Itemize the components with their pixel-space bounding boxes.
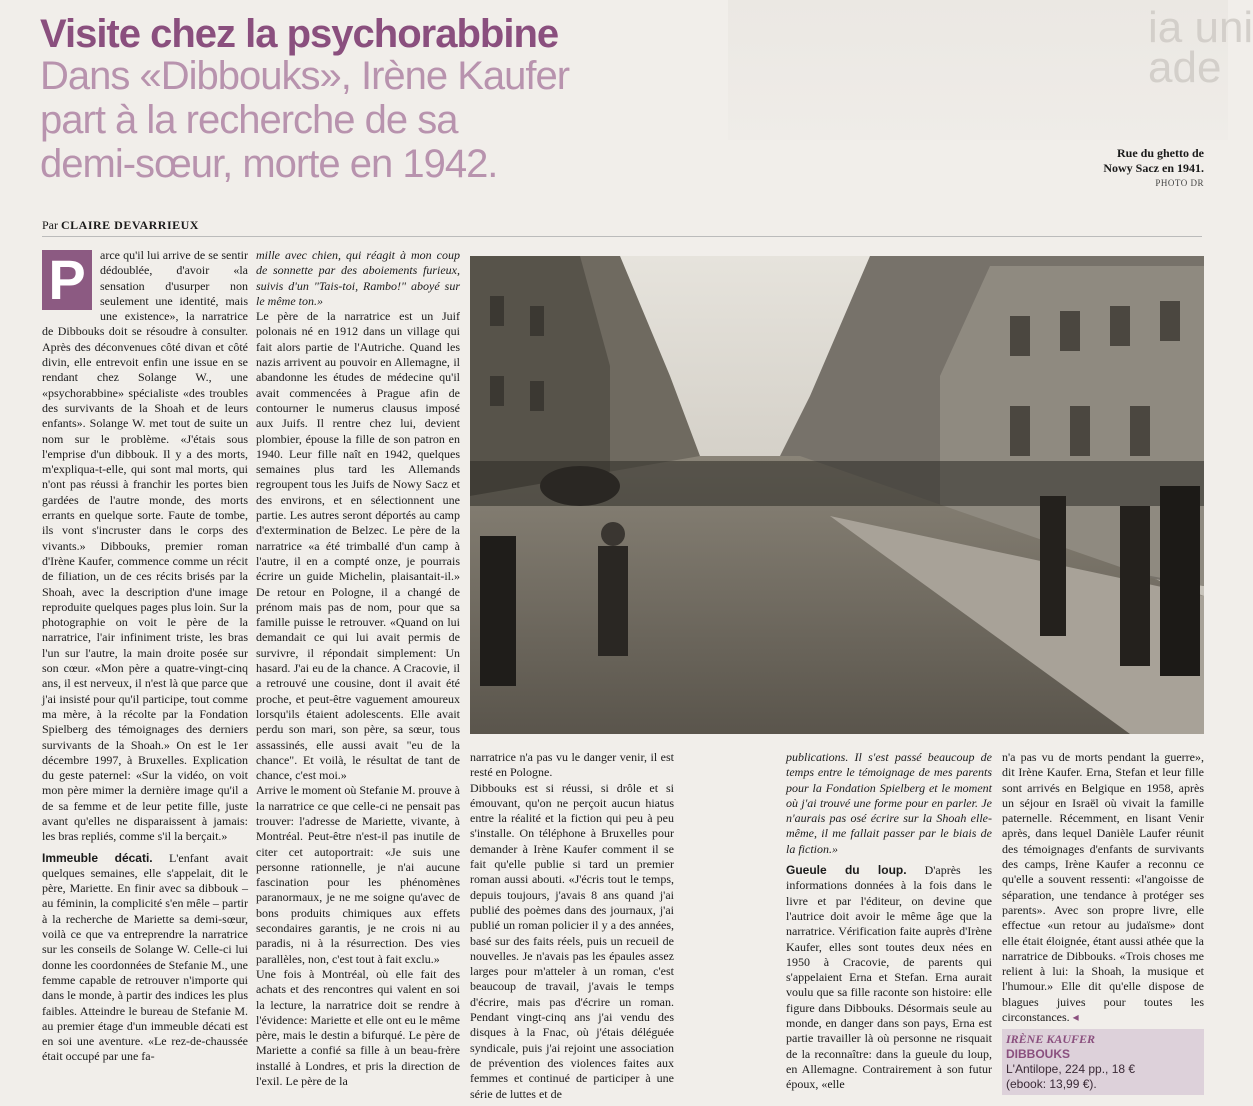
photo-credit: PHOTO DR bbox=[1155, 178, 1204, 188]
book-info-box bbox=[1002, 1029, 1204, 1095]
byline-prefix: Par bbox=[42, 218, 58, 232]
adjacent-page-bleed bbox=[728, 0, 1253, 140]
bleed-text-2: ade bbox=[1148, 43, 1222, 92]
article-title: Visite chez la psychorabbine bbox=[40, 12, 559, 56]
subtitle-line: part à la recherche de sa bbox=[40, 98, 458, 142]
article-column-1 bbox=[42, 248, 248, 1098]
byline-author: CLAIRE DEVARRIEUX bbox=[61, 218, 199, 232]
caption-line: Rue du ghetto de bbox=[1116, 146, 1204, 160]
article-column-3 bbox=[470, 750, 674, 1100]
divider bbox=[42, 236, 1202, 237]
article-subtitle bbox=[40, 54, 720, 186]
article-column-5 bbox=[1002, 750, 1204, 1100]
book-author: IRÈNE KAUFER bbox=[1006, 1032, 1096, 1047]
paragraph: Le père de la narratrice est un Juif polonais né en 1912 dans un village qui fait alors partie de l'Autriche. Quand les nazis arrivent au pouvoir en Allemagne, il abandonne les études de médecine qu'il avait commencées à Prague afin de contourner le numerus clausus imposé aux Juifs. Il rentre chez lui, devient plombier, épouse la fille de son patron en 1940. Leur fille naît en 1942, quelques semaines plus tard les Allemands regroupent tous les Juifs de Nowy Sacz et des environs, et en sélectionnent une partie. Les autres seront déportés au camp d'extermination de Belzec. Le père de la narratrice «a été trimballé d'un camp à l'autre, il en a compté onze, je pourrais écrire un guide Michelin, plaisantait-il.» De retour en Pologne, il a changé de prénom mais pas de nom, pour que sa famille puisse le retrouver. «Quand on lui demandait ce qui lui avait permis de survivre, il répondait simplement: Un hasard. J'ai eu de la chance. A Cracovie, il a retrouvé une cousine, dont il avait été proche, et peut-être vaguement amoureux lorsqu'ils étaient adolescents. Elle avait perdu son mari, son père, sa sœur, tous assassinés, elle aussi avait "eu de la chance". Et voilà, le résultat de tant de chance, c'est moi.» bbox=[256, 309, 460, 783]
photo-illustration bbox=[470, 256, 1204, 734]
paragraph: Une fois à Montréal, où elle fait des achats et des rencontres qui valent en soi la lecture, la narratrice doit se rendre à l'évidence: Mariette et elle ont eu le même père, mais le destin a bifurqué. Le père de Mariette a confié sa fille à un beau-frère installé à Londres, et pris la direction de l'exil. Le père de la bbox=[256, 966, 460, 1089]
paragraph: narratrice n'a pas vu le danger venir, il est resté en Pologne. bbox=[470, 750, 674, 780]
book-ebook-price: (ebook: 13,99 €). bbox=[1006, 1077, 1097, 1092]
caption-line: Nowy Sacz en 1941. bbox=[1103, 161, 1204, 175]
paragraph: arce qu'il lui arrive de se sentir dédoublée, d'avoir «la sensation d'usurper non seulement une identité, mais une existence», la narratrice de Dibbouks doit se résoudre à consulter. Après des déconvenues côté divan et côté divin, elle entrevoit enfin une issue en se rendant chez Solange W., une «psychorabbine» spécialiste «des troubles des survivants de la Shoah et de leurs enfants». Solange W. met tout de suite un nom sur le problème. «J'étais sous l'emprise d'un dibbouk. Il y a des morts, m'expliqua-t-elle, qui sont mal morts, qui n'ont pas réussi à franchir les portes bien gardées de l'autre monde, des morts errants en quelque sorte. Faute de tombe, ils vont s'incruster dans le corps des vivants.» Dibbouks, premier roman d'Irène Kaufer, commence comme un récit de filiation, un de ces récits brisés par la Shoah, avec la description d'une image reproduite quelques pages plus loin. Sur la photographie on voit le père de la narratrice, l'air infiniment triste, les bras l'un sur l'autre, la main droite posée sur son cœur. «Mon père a quatre-vingt-cinq ans, il est nerveux, il n'est là que parce que j'ai insisté pour qu'il participe, tout comme ma mère, à la récolte par la Fondation Spielberg des témoignages des derniers survivants de la Shoah.» On est le 1er décembre 1997, à Bruxelles. Explication du geste paternel: «Sur la vidéo, on voit mon père mimer la dernière image qu'il a de sa femme et de leur petite fille, juste avant qu'elles ne disparaissent à jamais: les bras repliés, comme s'il la berçait.» bbox=[42, 248, 248, 844]
bleed-text-1: ia uni bbox=[1148, 3, 1253, 52]
book-title: DIBBOUKS bbox=[1006, 1047, 1071, 1062]
byline bbox=[42, 218, 199, 233]
paragraph: Arrive le moment où Stefanie M. prouve à la narratrice ce que celle-ci ne pensait pas trouver: l'adresse de Mariette, vivante, à Montréal. Peut-être n'est-il pas inutile de citer cet autoportrait: «Je suis une personne rationnelle, je n'ai aucune fascination pour les phénomènes paranormaux, je ne me soigne qu'avec de bons produits chimiques aux effets secondaires garantis, je ne crois ni au paradis, ni à la résurrection. Des vies parallèles, non, c'est tout à fait exclu.» bbox=[256, 783, 460, 966]
photo-caption bbox=[1103, 146, 1204, 191]
subtitle-line: Dans «Dibbouks», Irène Kaufer bbox=[40, 54, 570, 98]
ghetto-street-photo bbox=[470, 256, 1204, 734]
article-column-2 bbox=[256, 248, 460, 1098]
drop-cap: P bbox=[42, 250, 92, 310]
paragraph: n'a pas vu de morts pendant la guerre», dit Irène Kaufer. Erna, Stefan et leur fille sont arrivés en Belgique en 1958, après un séjour en Israël où vivait la famille paternelle. Récemment, en lisant Venir après, dans lequel Danièle Laufer réunit des témoignages d'enfants de survivants des camps, Irène Kaufer a reconnu ce qu'elle a souvent ressenti: «l'angoisse de séparation, une tendance à protéger ses parents». Avec son propre livre, elle effectue «un retour au judaïsme» dont elle était éloignée, étant aussi athée que la narratrice de Dibbouks. «Trois choses me relient à lui: la Shoah, la musique et l'humour.» Elle dit qu'elle dispose de blagues juives pour toutes les circonstances. bbox=[1002, 750, 1204, 1025]
end-mark: ◂ bbox=[1072, 1010, 1079, 1025]
paragraph: Dibbouks est si réussi, si drôle et si émouvant, qu'on ne perçoit aucun hiatus entre la réalité et la fiction qui peu à peu s'installe. On téléphone à Bruxelles pour demander à Irène Kaufer comment il se fait qu'elle publie si tard un premier roman aussi abouti. «J'écris tout le temps, depuis toujours, j'avais 8 ans quand j'ai publié des poèmes dans des journaux, j'ai publié un roman policier il y a des années, basé sur des faits réels, puis un recueil de nouvelles. Je n'avais pas les épaules assez larges pour m'atteler à un roman, c'est beaucoup de travail, j'avais le temps d'écrire, mais pas d'écrire un roman. Pendant vingt-cinq ans j'ai vendu des disques à la Fnac, où j'étais déléguée syndicale, puis j'ai rejoint une association de prévention des violences faites aux femmes et continué de participer à une série de luttes et de bbox=[470, 780, 674, 1101]
paragraph: mille avec chien, qui réagit à mon coup de sonnette par des aboiements furieux, suivis d'un "Tais-toi, Rambo!" aboyé sur le même ton.» bbox=[256, 248, 460, 308]
subtitle-line: demi-sœur, morte en 1942. bbox=[40, 142, 498, 186]
section-heading: Immeuble décati. bbox=[42, 850, 153, 865]
section-heading: Gueule du loup. bbox=[786, 863, 907, 878]
paragraph: L'enfant avait quelques semaines, elle s'appelait, dit le père, Mariette. En finir avec sa dibbouk – au féminin, la complicité s'en mêle – partir à la recherche de Mariette sa demi-sœur, voilà ce que va entreprendre la narratrice sur les conseils de Solange W. Celle-ci lui donne les coordonnées de Stefanie M., une femme capable de retrouver n'importe qui dans le monde, à partir des indices les plus faibles. Atteindre le bureau de Stefanie M. au premier étage d'un immeuble décati est en soi une aventure. «Le rez-de-chaussée était occupé par une fa- bbox=[42, 850, 249, 1064]
article-column-4 bbox=[786, 750, 992, 1100]
paragraph: publications. Il s'est passé beaucoup de temps entre le témoignage de mes parents pour la Fondation Spielberg et le moment où j'ai trouvé une forme pour en parler. Je n'aurais pas osé écrire sur la Shoah elle-même, il me fallait passer par le biais de la fiction.» bbox=[786, 750, 992, 856]
book-publisher: L'Antilope, 224 pp., 18 € bbox=[1006, 1062, 1136, 1077]
paragraph: D'après les informations données à la fois dans le livre et par l'éditeur, on devine que l'autrice doit avoir le même âge que la narratrice. Vérification faite auprès d'Irène Kaufer, elles sont toutes deux nées en 1950 à Cracovie, de parents qui s'appelaient Erna et Stefan. Erna aurait voulu que sa fille raconte son histoire: elle figure dans Dibbouks. Désormais seule au monde, en danger dans son pays, Erna est partie travailler là où personne ne risquait de la reconnaître: dans la gueule du loup, en Allemagne. Contrairement à son futur époux, «elle bbox=[786, 863, 992, 1092]
